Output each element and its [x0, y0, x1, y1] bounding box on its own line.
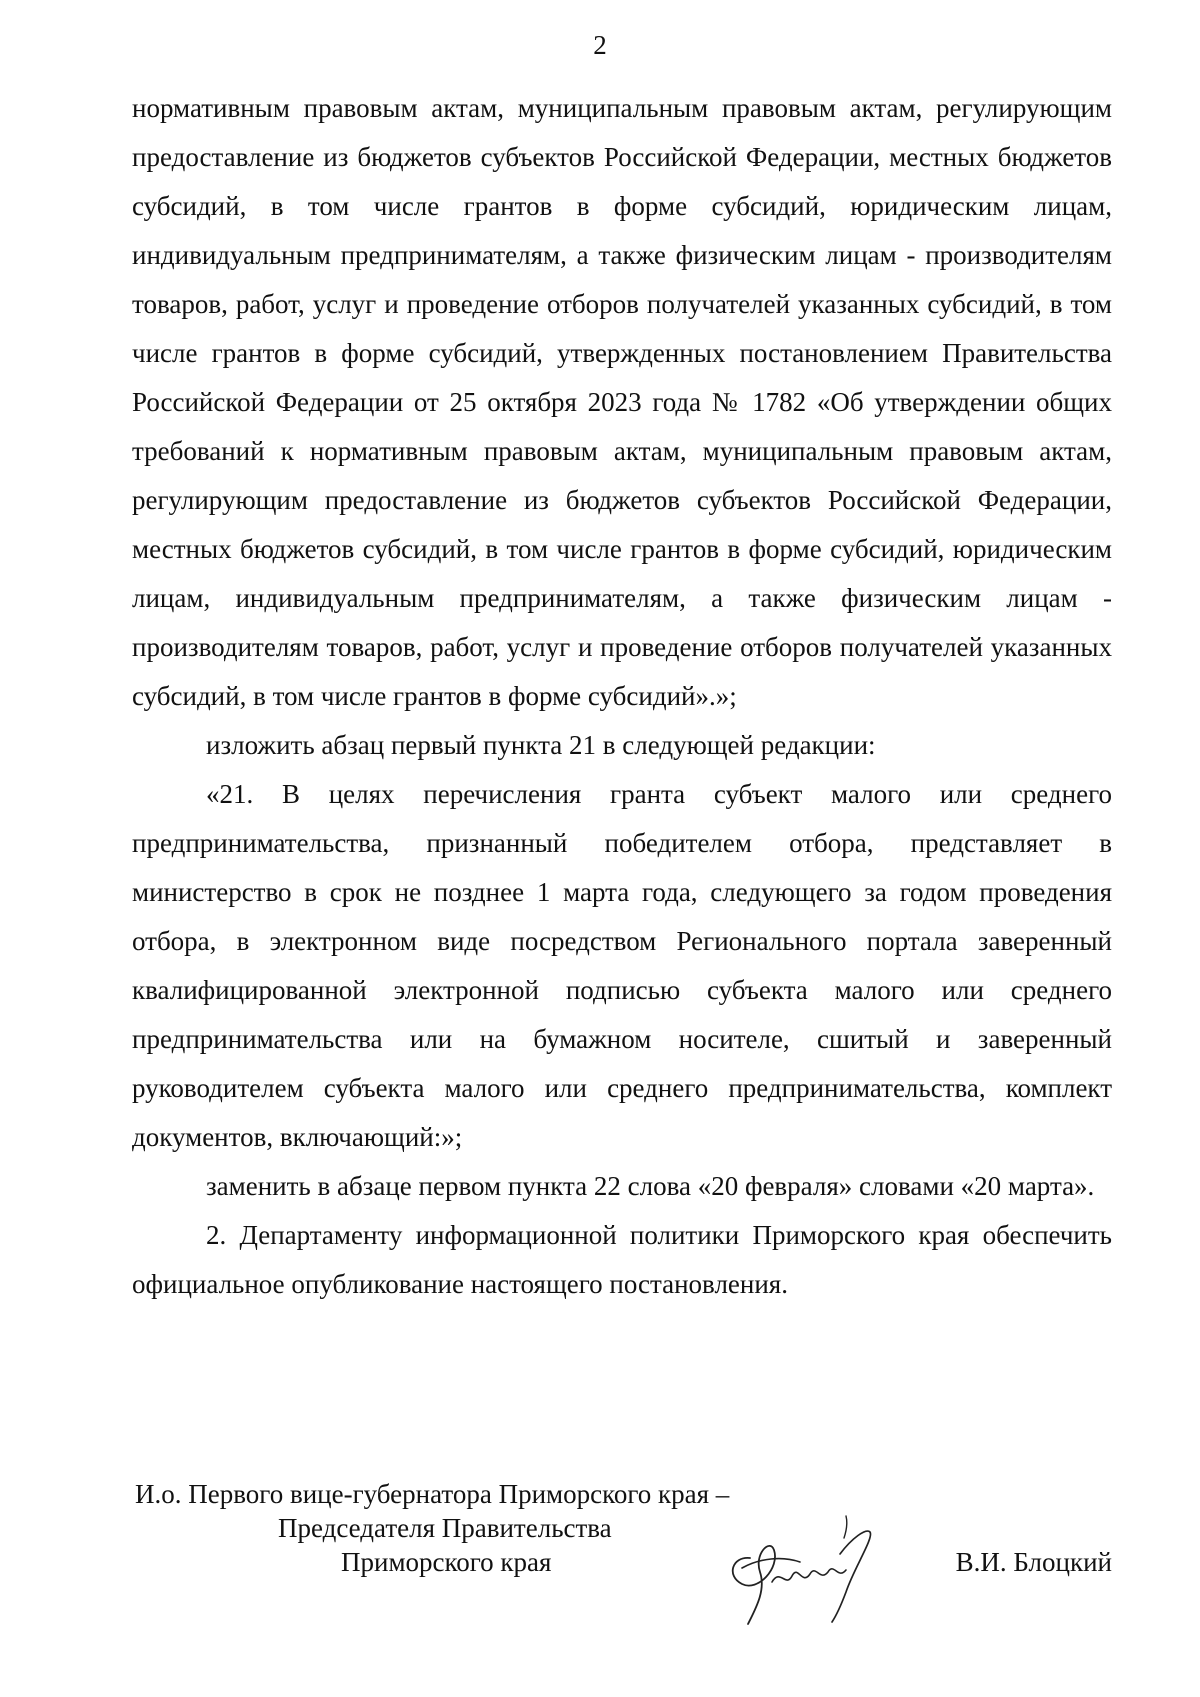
signatory-name: В.И. Блоцкий: [955, 1547, 1112, 1577]
handwritten-signature: [720, 1498, 890, 1628]
paragraph-amend-clause-22: заменить в абзаце первом пункта 22 слова «20 февраля» словами «20 марта».: [206, 1171, 1095, 1201]
paragraph-continued-requirements: нормативным правовым актам, муниципальным правовым актам, регулирующим предоставление из бюджетов субъектов Российской Федерации, местных бюджетов субсидий, в том числе грантов в форме субсидий, юридическим лицам, индивидуальным предпринимателям, а также физическим лицам - производителям товаров, работ, услуг и проведение отборов получателей указанных субсидий, в том числе грантов в форме субсидий, утвержденных постановлением Правительства Российской Федерации от 25 октября 2023 года № 1782 «Об утверждении общих требований к нормативным правовым актам, муниципальным правовым актам, регулирующим предоставление из бюджетов субъектов Российской Федерации, местных бюджетов субсидий, в том числе грантов в форме субсидий, юридическим лицам, индивидуальным предпринимателям, а также физическим лицам - производителям товаров, работ, услуг и проведение отборов получателей указанных субсидий, в том числе грантов в форме субсидий».»;: [132, 93, 1112, 711]
signatory-position-line-3: Приморского края: [341, 1547, 552, 1577]
document-body: [132, 84, 1112, 1309]
signatory-position-line-1: И.о. Первого вице-губернатора Приморского края –: [135, 1479, 730, 1509]
signatory-position-line-2: Председателя Правительства: [278, 1513, 612, 1543]
paragraph-clause-21-text: «21. В целях перечисления гранта субъект малого или среднего предпринимательства, признанный победителем отбора, представляет в министерство в срок не позднее 1 марта года, следующего за годом проведения отбора, в электронном виде посредством Регионального портала заверенный квалифицированной электронной подписью субъекта малого или среднего предпринимательства или на бумажном носителе, сшитый и заверенный руководителем субъекта малого или среднего предпринимательства, комплект документов, включающий:»;: [132, 779, 1112, 1152]
paragraph-amend-clause-21-intro: изложить абзац первый пункта 21 в следующей редакции:: [206, 730, 876, 760]
signature-block: [0, 1478, 1200, 1628]
paragraph-item-2-publication: 2. Департаменту информационной политики Приморского края обеспечить официальное опубликование настоящего постановления.: [132, 1220, 1112, 1299]
page-number: 2: [593, 30, 607, 60]
